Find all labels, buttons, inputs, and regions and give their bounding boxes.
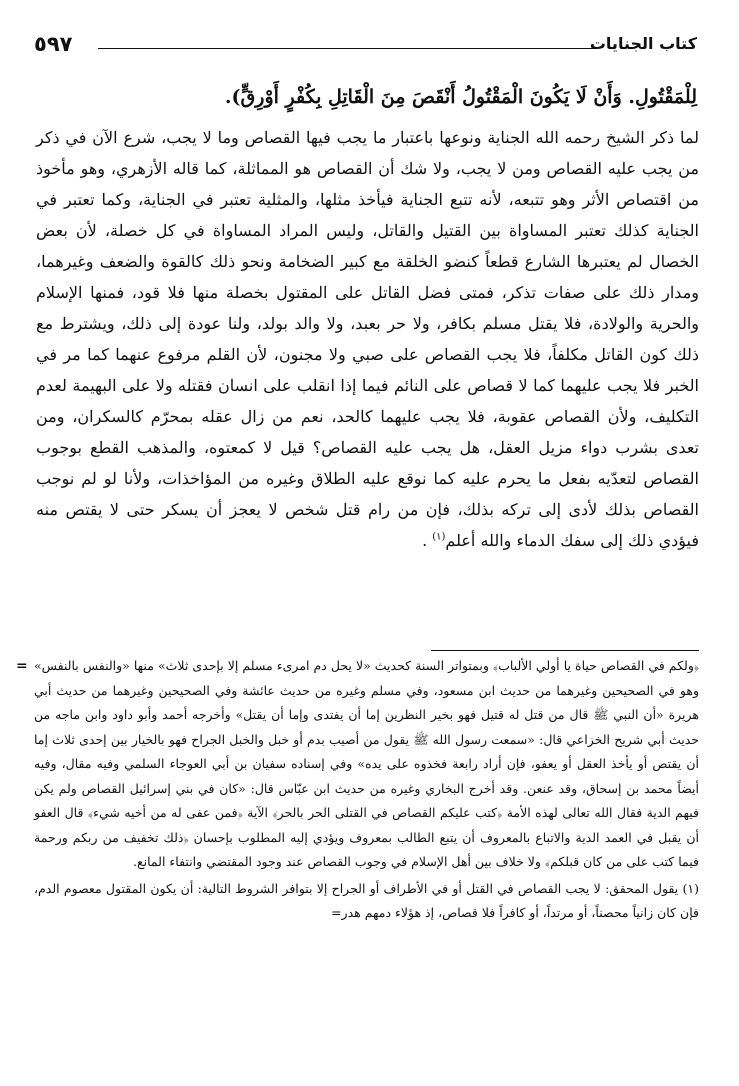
running-title: كتاب الجنايات	[589, 34, 697, 53]
commentary-text: لما ذكر الشيخ رحمه الله الجناية ونوعها باعتبار ما يجب فيها القصاص وما لا يجب، شرع الآن في ذكر من يجب عليه القصاص ومن لا يجب، ولا شك أن القصاص هو المماثلة، كما قاله الأزهري، وهو مأخوذ من اقتصاص الأثر وهو تتبعه، لأنه تتبع الجناية فيأخذ مثلها، والمثلية تعتبر في الجناية، وكما تعتبر في الجناية كذلك تعتبر المساواة بين القتيل والقاتل، وليس المراد المساواة في كل خصلة، لأن بعض الخصال لم يعتبرها الشارع قطعاً كنضو الخلقة مع كبير الضخامة ونحو ذلك كالقوة والضعف وغيرهما، ومدار ذلك على صفات تذكر، فمتى فضل القاتل على المقتول بخصلة منها فلا قود، فمنها الإسلام والحرية والولادة، فلا يقتل مسلم بكافر، ولا حر بعبد، ولا والد بولد، ولنا عودة إلى ذلك، ويشترط مع ذلك كون القاتل مكلفاً، فلا يجب القصاص على صبي ولا مجنون، لأن القلم مرفوع عنهما كما مر في الخبر فلا يجب عليهما كما لا قصاص على النائم فيما إذا انقلب على انسان فقتله ولا على البهيمة لعدم التكليف، ولأن القصاص عقوبة، فلا يجب عليهما كالحد، نعم من زال عقله بمحرّم كالسكران، ومن تعدى بشرب دواء مزيل العقل، هل يجب عليه القصاص؟ قيل لا كمعتوه، والمذهب القطع بوجوب القصاص لتعدّيه بفعل ما يحرم عليه كما نوقع عليه الطلاق وغيره من المؤاخذات، ولأنا لو لم نوجب القصاص بذلك لأدى إلى تركه بذلك، فإن من رام قتل شخص لا يعجز أن يسكر حتى لا يقتص منه فيؤدي ذلك إلى سفك الدماء والله أعلم$^{(١)}$ .	[36, 128, 700, 550]
footnote-rule	[431, 650, 699, 651]
page-number: ٥٩٧	[34, 32, 73, 56]
footnote-1: (١) يقول المحقق: لا يجب القصاص في القتل أو في الأطراف أو الجراح إلا بتوافر الشروط التالية: أن يكون المقتول معصوم الدم، فإن كان زانياً محصناً، أو مرتداً، أو كافراً فلا قصاص، إذ هؤلاء دمهم هدر=	[34, 880, 699, 920]
footnote-continuation	[16, 654, 699, 875]
footnotes	[16, 654, 699, 926]
footnote-ref: (١)	[432, 531, 446, 543]
header-rule	[98, 48, 597, 49]
continuation-marker: =	[16, 658, 28, 674]
matn-verse: لِلْمَقْتُولِ. وَأَنْ لَا يَكُونَ الْمَقْتُولُ أَنْقَصَ مِنَ الْقَاتِلِ بِكُفْرٍ أَوْرِقٍّ).	[224, 86, 697, 108]
footnote-continuation-text: ﴿ولكم في القصاص حياة يا أولي الألباب﴾ وبمتواتر السنة كحديث «لا يحل دم امرىء مسلم إلا بإحدى ثلاث» منها «والنفس بالنفس» وهو في الصحيحين وغيرهما من حديث ابن مسعود، وفي مسلم وغيره من حديث عائشة وفي الصحيحين وغيرهما من حديث أبي هريرة «أن النبي ﷺ قال من قتل له قتيل فهو بخير النظرين إما أن يفتدى وإما أن يقتل» وأخرجه أحمد وأبو داود وابن ماجه من حديث أبي شريح الخزاعي قال: «سمعت رسول الله ﷺ يقول من أصيب بدم أو خبل والخبل الجراح فهو بالخيار بين إحدى ثلاث إما أن يقتص أو يأخذ العقل أو يعفو، فإن أراد رابعة فخذوه على يده» وفي إسناده سفيان بن أبي العوجاء السلمي وفيه مقال، وفيه أيضاً محمد بن إسحاق، وقد عنعن. وقد أخرج البخاري وغيره من حديث ابن عبّاس قال: «كان في بني إسرائيل القصاص ولم يكن فيهم الدية فقال الله تعالى لهذه الأمة ﴿كتب عليكم القصاص في القتلى الحر بالحر﴾ الآية ﴿فمن عفى له من أخيه شيء﴾ قال العفو أن يقبل في العمد الدية والاتباع بالمعروف أن يتبع الطالب بمعروف ويؤدي إليه المطلوب بإحسان ﴿ذلك تخفيف من ربكم ورحمة فيما كتب على من كان قبلكم﴾ ولا خلاف بين أهل الإسلام في وجوب القصاص عند وجود المقتضي وانتفاء المانع.	[34, 658, 699, 869]
commentary-body: لما ذكر الشيخ رحمه الله الجناية ونوعها باعتبار ما يجب فيها القصاص وما لا يجب، شرع الآن في ذكر من يجب عليه القصاص ومن لا يجب، ولا شك أن القصاص هو المماثلة، كما قاله الأزهري، وهو مأخوذ من اقتصاص الأثر وهو تتبعه، لأنه تتبع الجناية فيأخذ مثلها، والمثلية تعتبر في الجناية، وكما تعتبر في الجناية كذلك تعتبر المساواة بين القتيل والقاتل، وليس المراد المساواة في كل خصلة، لأن بعض الخصال لم يعتبرها الشارع قطعاً كنضو الخلقة مع كبير الضخامة ونحو ذلك كالقوة والضعف وغيرهما، ومدار ذلك على صفات تذكر، فمتى فضل القاتل على المقتول بخصلة منها فلا قود، فمنها الإسلام والحرية والولادة، فلا يقتل مسلم بكافر، ولا حر بعبد، ولا والد بولد، ولنا عودة إلى ذلك، ويشترط مع ذلك كون القاتل مكلفاً، فلا يجب القصاص على صبي ولا مجنون، لأن القلم مرفوع عنهما كما مر في الخبر فلا يجب عليهما كما لا قصاص على النائم فيما إذا انقلب على انسان فقتله ولا على البهيمة لعدم التكليف، ولأن القصاص عقوبة، فلا يجب عليهما كالحد، نعم من زال عقله بمحرّم كالسكران، ومن تعدى بشرب دواء مزيل العقل، هل يجب عليه القصاص؟ قيل لا كمعتوه، والمذهب القطع بوجوب القصاص لتعدّيه بفعل ما يحرم عليه كما نوقع عليه الطلاق وغيره من المؤاخذات، ولأنا لو لم نوجب القصاص بذلك لأدى إلى تركه بذلك، فإن من رام قتل شخص لا يعجز أن يسكر حتى لا يقتص منه فيؤدي ذلك إلى سفك الدماء والله أعلم	[36, 128, 700, 550]
page-header	[34, 30, 697, 60]
